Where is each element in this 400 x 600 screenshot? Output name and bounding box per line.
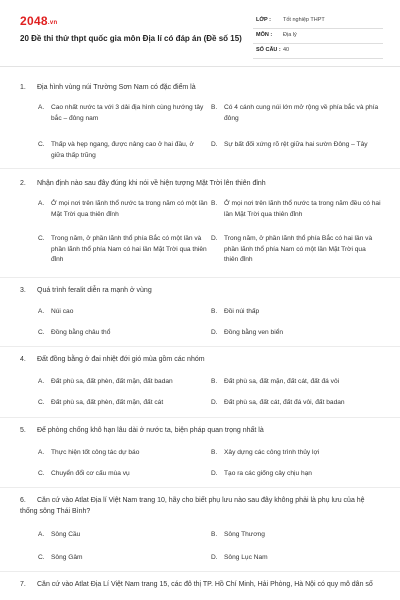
option-a[interactable]: A. Thực hiện tốt công tác dự báo [38,449,140,456]
document-meta-table [253,14,383,59]
meta-key: LỚP : [256,17,271,23]
option-c[interactable]: C. Thấp và hẹp ngang, được nâng cao ở hai đầu, ở giữa thấp trũng [38,141,194,159]
option-b[interactable]: B. Ở mọi nơi trên lãnh thổ nước ta trong năm đều có hai lần Mặt Trời qua thiên đỉnh [211,200,381,218]
meta-key: SỐ CÂU : [256,47,281,53]
question-separator [0,571,400,572]
option-a[interactable]: A. Cao nhất nước ta với 3 dải địa hình cùng hướng tây bắc – đông nam [38,104,204,122]
question-text: 1. Địa hình vùng núi Trường Sơn Nam có đặc điểm là [20,84,196,91]
header-divider [0,66,400,67]
question-text: 2. Nhận định nào sau đây đúng khi nói về hiện tượng Mặt Trời lên thiên đỉnh [20,180,266,187]
option-a[interactable]: A. Đất phù sa, đất phèn, đất mặn, đất badan [38,378,173,385]
option-b[interactable]: B. Có 4 cánh cung núi lớn mở rộng về phía bắc và phía đông [211,104,379,122]
option-d[interactable]: D. Trong năm, ở phần lãnh thổ phía Bắc có hai lần và phần lãnh thổ phía Nam có một lần Mặt Trời qua thiên đỉnh [211,235,373,263]
question-separator [0,417,400,418]
option-d[interactable]: D. Sự bất đối xứng rõ rệt giữa hai sườn Đông – Tây [211,141,368,148]
option-c[interactable]: C. Sông Gâm [38,554,83,561]
option-a[interactable]: A. Ở mọi nơi trên lãnh thổ nước ta trong năm có một lần Mặt Trời qua thiên đỉnh [38,200,208,218]
meta-row-question-count [253,44,383,59]
question-separator [0,277,400,278]
meta-value: Tốt nghiệp THPT [283,17,325,23]
document-title: 20 Đề thi thử thpt quốc gia môn Địa lí có đáp án (Đề số 15) [20,34,242,43]
question-text: 4. Đất đồng bằng ở đai nhiệt đới gió mùa gồm các nhóm [20,356,205,363]
option-c[interactable]: C. Chuyển đổi cơ cấu mùa vụ [38,470,130,477]
meta-key: MÔN : [256,32,273,38]
question-separator [0,346,400,347]
meta-value: 40 [283,47,290,53]
option-d[interactable]: D. Đồng bằng ven biển [211,329,284,336]
question-text: 7. Căn cứ vào Atlat Địa Lí Việt Nam trang 15, các đô thị TP. Hồ Chí Minh, Hải Phòng, Hà Nội có quy mô dân số [20,581,373,588]
option-c[interactable]: C. Đồng bằng châu thổ [38,329,111,336]
question-separator [0,168,400,169]
option-c[interactable]: C. Đất phù sa, đất phèn, đất mặn, đất cát [38,399,164,406]
option-a[interactable]: A. Sông Cầu [38,531,81,538]
question-text: 6. Căn cứ vào Atlat Địa lí Việt Nam trang 10, hãy cho biết phụ lưu nào sau đây không phải là phụ lưu của hệ thống sông Thái Bình? [20,497,365,515]
option-a[interactable]: A. Núi cao [38,308,74,315]
site-logo[interactable]: 2048.vn [20,14,58,28]
question-text: 3. Quá trình feralit diễn ra mạnh ở vùng [20,287,152,294]
option-b[interactable]: B. Sông Thương [211,531,265,538]
option-b[interactable]: B. Đất phù sa, đất mặn, đất cát, đất đá vôi [211,378,340,385]
meta-value: Địa lý [283,32,297,38]
meta-row-class [253,14,383,29]
document-header [0,0,400,64]
option-b[interactable]: B. Đồi núi thấp [211,308,260,315]
option-b[interactable]: B. Xây dựng các công trình thủy lợi [211,449,320,456]
meta-row-subject [253,29,383,44]
option-d[interactable]: D. Đất phù sa, đất cát, đất đá vôi, đất badan [211,399,345,406]
question-text: 5. Để phòng chống khô hạn lâu dài ở nước ta, biện pháp quan trọng nhất là [20,427,264,434]
option-c[interactable]: C. Trong năm, ở phần lãnh thổ phía Bắc có một lần và phần lãnh thổ phía Nam có hai lần Mặt Trời qua thiên đỉnh [38,235,207,263]
question-separator [0,487,400,488]
option-d[interactable]: D. Tạo ra các giống cây chịu hạn [211,470,312,477]
option-d[interactable]: D. Sông Lục Nam [211,554,268,561]
